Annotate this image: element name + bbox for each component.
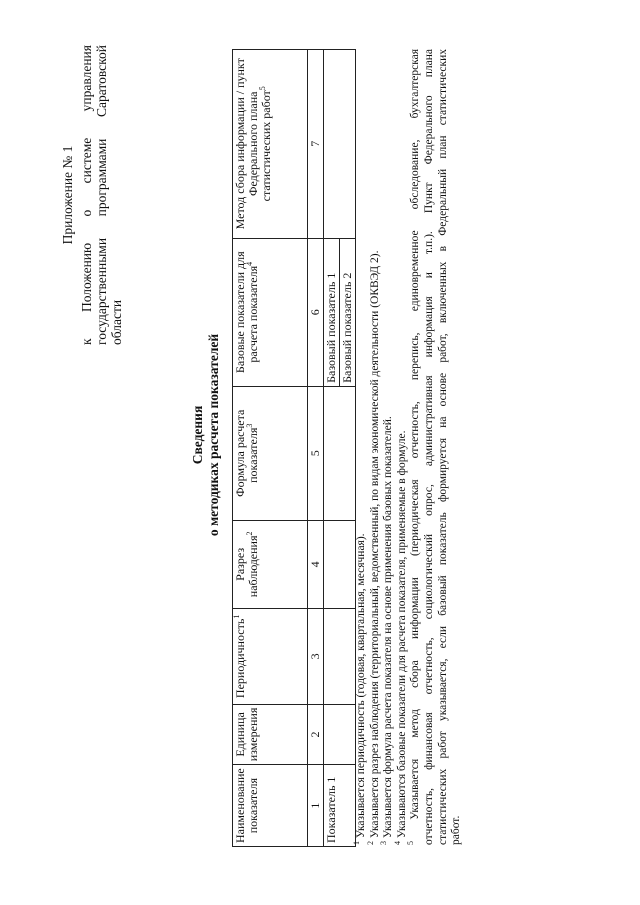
table-row [324, 50, 340, 847]
footnote-5: $^5$ Указывается метод сбора информации (периодическая отчетность, перепись, единовременное обследование, бухгалтерская [406, 48, 422, 845]
table-cell [324, 520, 356, 609]
column-number: 3 [308, 609, 324, 705]
header-cell: Базовые показатели для расчета показателя$^4$ [233, 238, 308, 386]
table-cell [324, 704, 356, 765]
appendix-line-2: государственными программами Саратовской [94, 45, 109, 345]
table-cell [324, 609, 356, 705]
footnote-5-cont: отчетность, финансовая отчетность, социологический опрос, административная информация и т.п.). Пункт Федерального плана [422, 49, 435, 845]
column-number: 2 [308, 704, 324, 765]
base-indicator-1: Базовый показатель 1 [324, 238, 340, 386]
footnote-4: $^4$ Указываются базовые показатели для расчета показателя, применяемые в формуле. [392, 430, 408, 845]
appendix-heading: Приложение № 1 [60, 145, 75, 245]
header-cell: Формула расчета показателя$^3$ [233, 386, 308, 520]
document-title: Сведения [190, 405, 205, 465]
column-number: 4 [308, 520, 324, 609]
footnote-3: $^3$ Указывается формула расчета показателя на основе применения базовых показателей. [379, 416, 395, 845]
appendix-line-1: к Положению о системе управления [79, 45, 94, 345]
header-cell: Периодичность$^1$ [233, 609, 308, 705]
column-number: 7 [308, 50, 324, 239]
table-number-row [308, 50, 324, 847]
appendix-block [60, 45, 124, 345]
footnotes [352, 48, 464, 845]
table-header-row [233, 50, 308, 847]
column-number: 6 [308, 238, 324, 386]
indicator-name: Показатель 1 [324, 765, 356, 847]
footnote-1: $^1$ Указывается периодичность (годовая, квартальная, месячная). [352, 533, 367, 845]
methodology-table [232, 49, 356, 847]
header-cell: Наименование показателя [233, 765, 308, 847]
table-cell [324, 386, 356, 520]
base-indicator-2: Базовый показатель 2 [340, 238, 356, 386]
column-number: 5 [308, 386, 324, 520]
table-cell [324, 50, 356, 239]
footnote-5-cont: статистических работ указывается, если базовый показатель формируется на основе работ, включенных в Федеральный план статистических [436, 49, 449, 845]
document-subtitle: о методиках расчета показателей [206, 333, 221, 537]
column-number: 1 [308, 765, 324, 847]
footnote-5-cont: работ. [450, 815, 463, 845]
appendix-line-3: области [109, 299, 124, 345]
header-cell: Разрез наблюдения$^2$ [233, 520, 308, 609]
footnote-2: $^2$ Указывается разрез наблюдения (территориальный, ведомственный, по видам экономической деятельности (ОКВЭД 2). [365, 250, 381, 845]
header-cell: Единица измерения [233, 704, 308, 765]
header-cell: Метод сбора информации / пункт Федерального плана статистических работ$^5$ [233, 50, 308, 239]
